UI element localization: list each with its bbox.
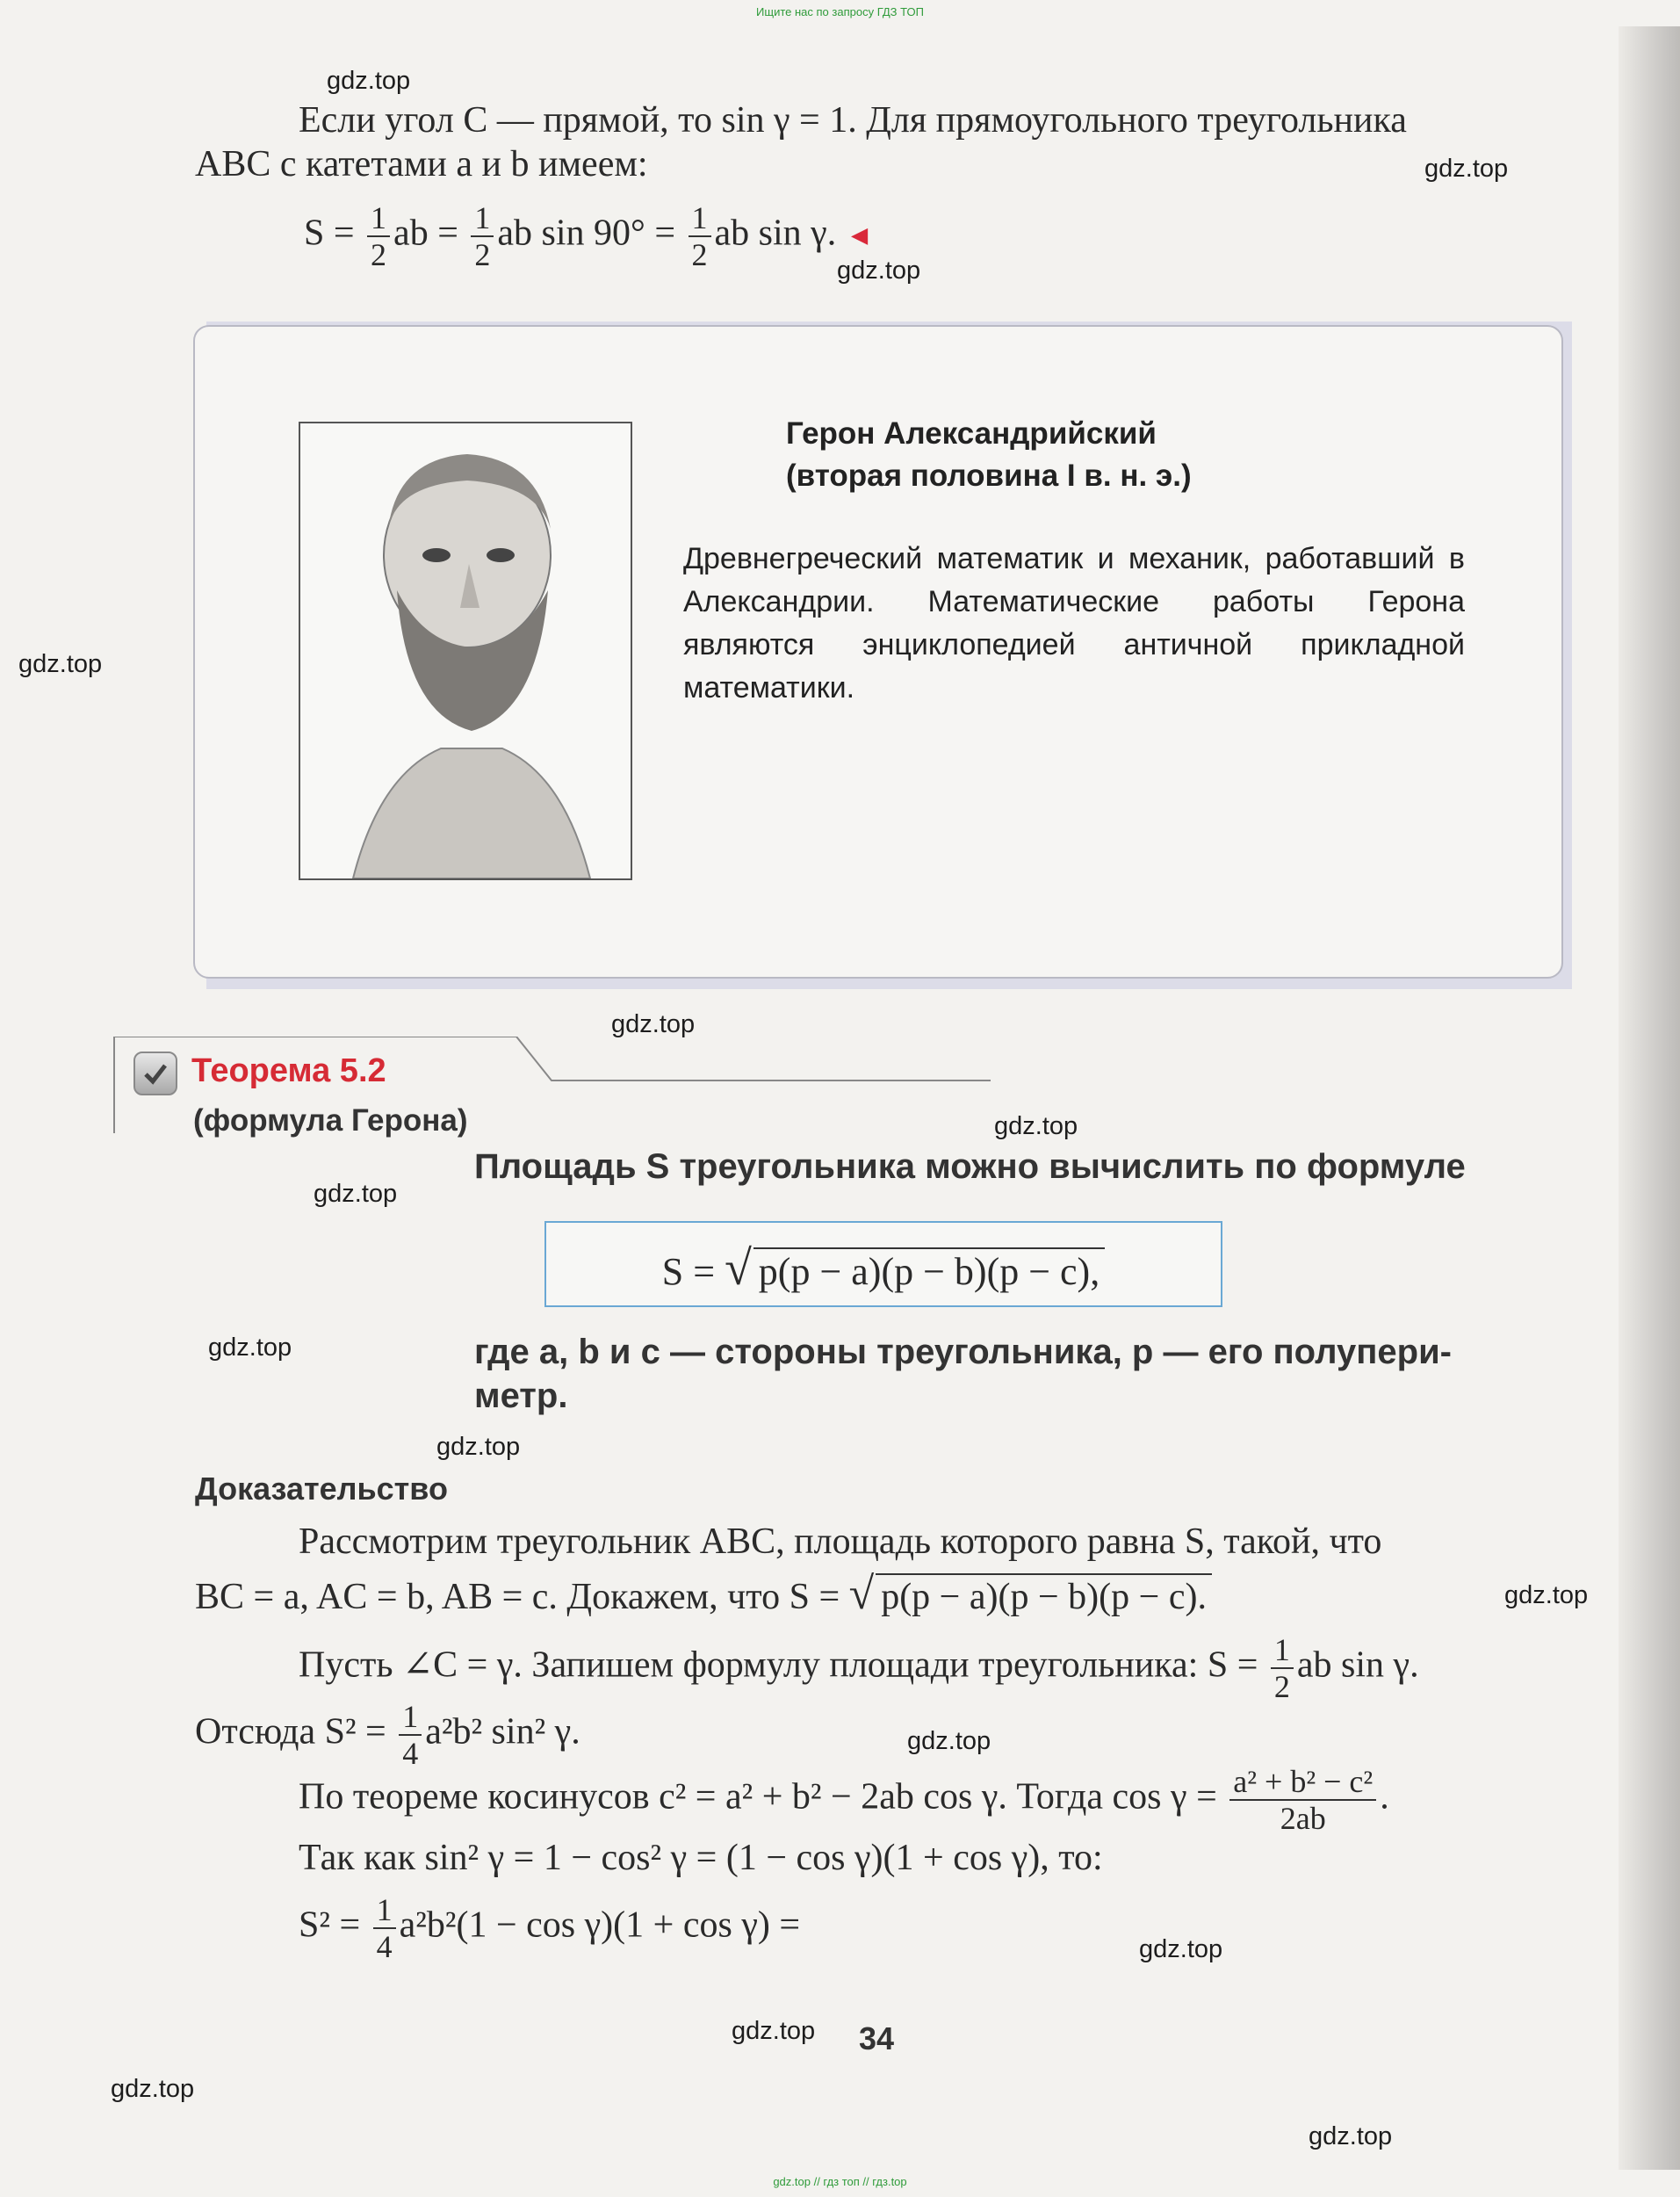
proof-line-7: S² = $\frac{1}{4}$ a²b²(1 − cos γ)(1 + cos γ) = xyxy=(299,1892,801,1964)
intro-line-1: Если угол C — прямой, то sin γ = 1. Для прямоугольного треугольника xyxy=(299,100,1407,141)
heron-formula-box xyxy=(544,1221,1222,1307)
bio-title xyxy=(786,413,1192,497)
watermark: gdz.top xyxy=(111,2075,195,2103)
proof-line-2: BC = a, AC = b, AB = c. Докажем, что S = √ p(p − a)(p − b)(p − c). xyxy=(195,1572,1212,1619)
watermark: gdz.top xyxy=(208,1333,292,1362)
bio-text: Древнегреческий математик и механик, работавший в Александрии. Математические работы Герона являются энциклопедией античной прикладной математики. xyxy=(683,542,1465,705)
theorem-subtitle: (формула Герона) xyxy=(193,1103,468,1138)
footer-note: gdz.top // гдз топ // гдз.top xyxy=(773,2175,907,2188)
bio-name: Герон Александрийский xyxy=(786,416,1157,451)
theorem-where: где a, b и c — стороны треугольника, p — его полупери- метр. xyxy=(474,1333,1452,1415)
proof-line-6: Так как sin² γ = 1 − cos² γ = (1 − cos γ)(1 + cos γ), то: xyxy=(299,1838,1103,1878)
bio-period: (вторая половина I в. н. э.) xyxy=(786,459,1192,493)
fraction-half: $\frac{1}{2}$ xyxy=(471,202,494,271)
watermark: gdz.top xyxy=(907,1727,991,1755)
proof-title: Доказательство xyxy=(195,1471,448,1507)
theorem-title: Теорема 5.2 xyxy=(191,1052,386,1089)
heron-portrait xyxy=(299,422,632,880)
watermark: gdz.top xyxy=(732,2017,816,2045)
watermark: gdz.top xyxy=(314,1180,398,1208)
watermark: gdz.top xyxy=(837,257,921,285)
checkmark-icon xyxy=(133,1052,177,1095)
watermark: gdz.top xyxy=(18,650,103,678)
intro-line-2: ABC с катетами a и b имеем: xyxy=(195,144,648,184)
watermark: gdz.top xyxy=(1504,1581,1589,1609)
watermark: gdz.top xyxy=(436,1433,521,1461)
fraction-half: $\frac{1}{2}$ xyxy=(689,202,711,271)
fraction-half: $\frac{1}{2}$ xyxy=(367,202,390,271)
proof-line-3: Пусть ∠C = γ. Запишем формулу площади треугольника: S = $\frac{1}{2}$ ab sin γ. xyxy=(299,1632,1419,1704)
page-edge-shadow xyxy=(1619,26,1680,2170)
watermark: gdz.top xyxy=(1309,2122,1393,2150)
watermark: gdz.top xyxy=(327,67,411,95)
watermark: gdz.top xyxy=(1424,155,1509,183)
watermark: gdz.top xyxy=(994,1112,1078,1140)
heron-formula: S = √ p(p − a)(p − b)(p − c), xyxy=(546,1240,1221,1297)
header-note: Ищите нас по запросу ГДЗ ТОП xyxy=(756,5,924,18)
intro-formula: S = $\frac{1}{2}$ ab = $\frac{1}{2}$ ab sin 90° = $\frac{1}{2}$ ab sin γ. ◄ xyxy=(304,200,874,272)
watermark: gdz.top xyxy=(611,1010,696,1038)
theorem-statement: Площадь S треугольника можно вычислить по формуле xyxy=(474,1147,1466,1186)
proof-line-1: Рассмотрим треугольник ABC, площадь которого равна S, такой, что xyxy=(299,1521,1382,1562)
proof-line-5: По теореме косинусов c² = a² + b² − 2ab cos γ. Тогда cos γ = $\frac{\text{a² + b² − c²}}{2ab}$ . xyxy=(299,1764,1389,1836)
watermark: gdz.top xyxy=(1139,1935,1223,1963)
proof-line-4: Отсюда S² = $\frac{1}{4}$ a²b² sin² γ. xyxy=(195,1699,580,1771)
page-number: 34 xyxy=(859,2020,895,2056)
end-of-proof-marker-icon: ◄ xyxy=(845,219,874,251)
portrait-illustration-icon xyxy=(300,423,631,878)
